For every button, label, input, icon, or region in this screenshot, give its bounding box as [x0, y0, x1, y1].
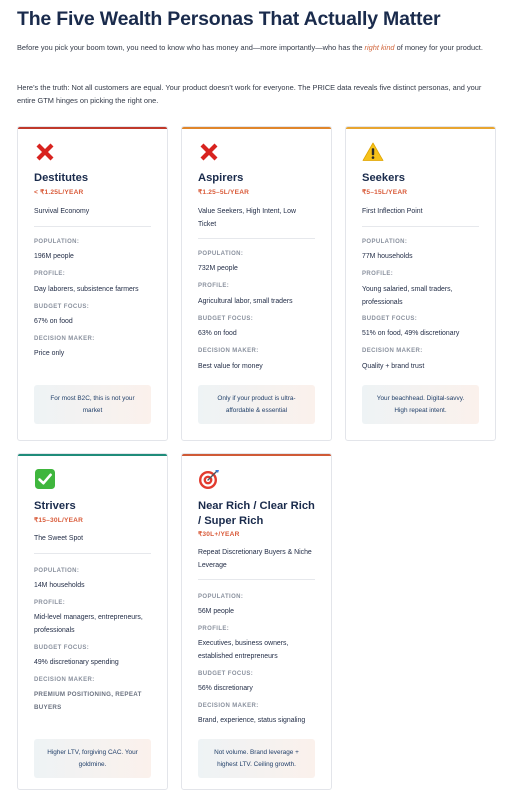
population-value: 196M people	[34, 253, 74, 260]
divider	[198, 238, 315, 239]
budget-focus-label: BUDGET FOCUS:	[198, 316, 254, 322]
budget-focus-value: 56% discretionary	[198, 685, 253, 692]
income-range: ₹30L+/YEAR	[198, 531, 240, 538]
population-label: POPULATION:	[198, 251, 244, 257]
persona-tagline: Repeat Discretionary Buyers & Niche Leverage	[198, 549, 312, 569]
page-title: The Five Wealth Personas That Actually Matter	[17, 8, 441, 30]
population-value: 77M households	[362, 253, 413, 260]
budget-focus-value: 63% on food	[198, 330, 237, 337]
persona-card-aspirers	[181, 126, 332, 441]
persona-card-seekers	[345, 126, 496, 441]
persona-title: Aspirers	[198, 172, 244, 184]
persona-note: Not volume. Brand leverage + highest LTV. Ceiling growth.	[198, 739, 315, 778]
decision-maker-value: Best value for money	[198, 363, 263, 370]
decision-maker-value: PREMIUM POSITIONING, REPEAT BUYERS	[34, 691, 142, 711]
persona-note: For most B2C, this is not your market	[34, 385, 151, 424]
divider	[34, 553, 151, 554]
profile-value: Agricultural labor, small traders	[198, 298, 293, 305]
profile-label: PROFILE:	[34, 271, 66, 277]
decision-maker-label: DECISION MAKER:	[34, 336, 95, 342]
profile-value: Mid-level managers, entrepreneurs, professionals	[34, 614, 143, 634]
persona-title: Destitutes	[34, 172, 89, 184]
decision-maker-label: DECISION MAKER:	[198, 703, 259, 709]
budget-focus-value: 51% on food, 49% discretionary	[362, 330, 460, 337]
decision-maker-value: Quality + brand trust	[362, 363, 425, 370]
profile-value: Executives, business owners, established entrepreneurs	[198, 640, 289, 660]
highlight-right-kind: right kind	[364, 43, 395, 52]
decision-maker-value: Brand, experience, status signaling	[198, 717, 306, 724]
population-label: POPULATION:	[362, 239, 408, 245]
decision-maker-value: Price only	[34, 350, 65, 357]
persona-tagline: Survival Economy	[34, 208, 90, 215]
intro-paragraph-1: Before you pick your boom town, you need to know who has money and—more importantly—who has the right kind of money for your product.	[17, 43, 483, 52]
population-value: 732M people	[198, 265, 238, 272]
persona-tagline: First Inflection Point	[362, 208, 423, 215]
profile-value: Day laborers, subsistence farmers	[34, 286, 139, 293]
budget-focus-label: BUDGET FOCUS:	[198, 671, 254, 677]
green-check-icon	[34, 468, 56, 490]
persona-note: Higher LTV, forgiving CAC. Your goldmine.	[34, 739, 151, 778]
population-label: POPULATION:	[34, 568, 80, 574]
decision-maker-label: DECISION MAKER:	[362, 348, 423, 354]
budget-focus-value: 67% on food	[34, 318, 73, 325]
income-range: < ₹1.25L/YEAR	[34, 189, 84, 196]
budget-focus-label: BUDGET FOCUS:	[34, 304, 90, 310]
profile-value: Young salaried, small traders, professionals	[362, 286, 453, 306]
divider	[34, 226, 151, 227]
persona-card-strivers	[17, 453, 168, 790]
profile-label: PROFILE:	[34, 600, 66, 606]
persona-title: Near Rich / Clear Rich / Super Rich	[198, 500, 315, 527]
decision-maker-label: DECISION MAKER:	[198, 348, 259, 354]
decision-maker-label: DECISION MAKER:	[34, 677, 95, 683]
income-range: ₹1.25–5L/YEAR	[198, 189, 250, 196]
budget-focus-label: BUDGET FOCUS:	[34, 645, 90, 651]
divider	[362, 226, 479, 227]
persona-title: Strivers	[34, 500, 76, 512]
red-cross-icon	[198, 141, 220, 163]
divider	[198, 579, 315, 580]
budget-focus-value: 49% discretionary spending	[34, 659, 119, 666]
population-label: POPULATION:	[198, 594, 244, 600]
red-cross-icon	[34, 141, 56, 163]
persona-note: Only if your product is ultra-affordable & essential	[198, 385, 315, 424]
population-value: 56M people	[198, 608, 235, 615]
intro-paragraph-2: Here’s the truth: Not all customers are equal. Your product doesn’t work for everyone. The PRICE data reveals five distinct personas, and your entire GTM hinges on picking the right one.	[17, 83, 482, 106]
population-label: POPULATION:	[34, 239, 80, 245]
persona-card-near-rich	[181, 453, 332, 790]
persona-note: Your beachhead. Digital-savvy. High repeat intent.	[362, 385, 479, 424]
population-value: 14M households	[34, 582, 85, 589]
profile-label: PROFILE:	[198, 626, 230, 632]
persona-tagline: The Sweet Spot	[34, 535, 84, 542]
persona-card-destitutes	[17, 126, 168, 441]
target-icon	[198, 468, 220, 490]
profile-label: PROFILE:	[362, 271, 394, 277]
persona-tagline: Value Seekers, High Intent, Low Ticket	[198, 208, 296, 228]
profile-label: PROFILE:	[198, 283, 230, 289]
warning-icon	[362, 141, 384, 163]
persona-title: Seekers	[362, 172, 405, 184]
budget-focus-label: BUDGET FOCUS:	[362, 316, 418, 322]
income-range: ₹15–30L/YEAR	[34, 517, 84, 524]
income-range: ₹5–15L/YEAR	[362, 189, 408, 196]
